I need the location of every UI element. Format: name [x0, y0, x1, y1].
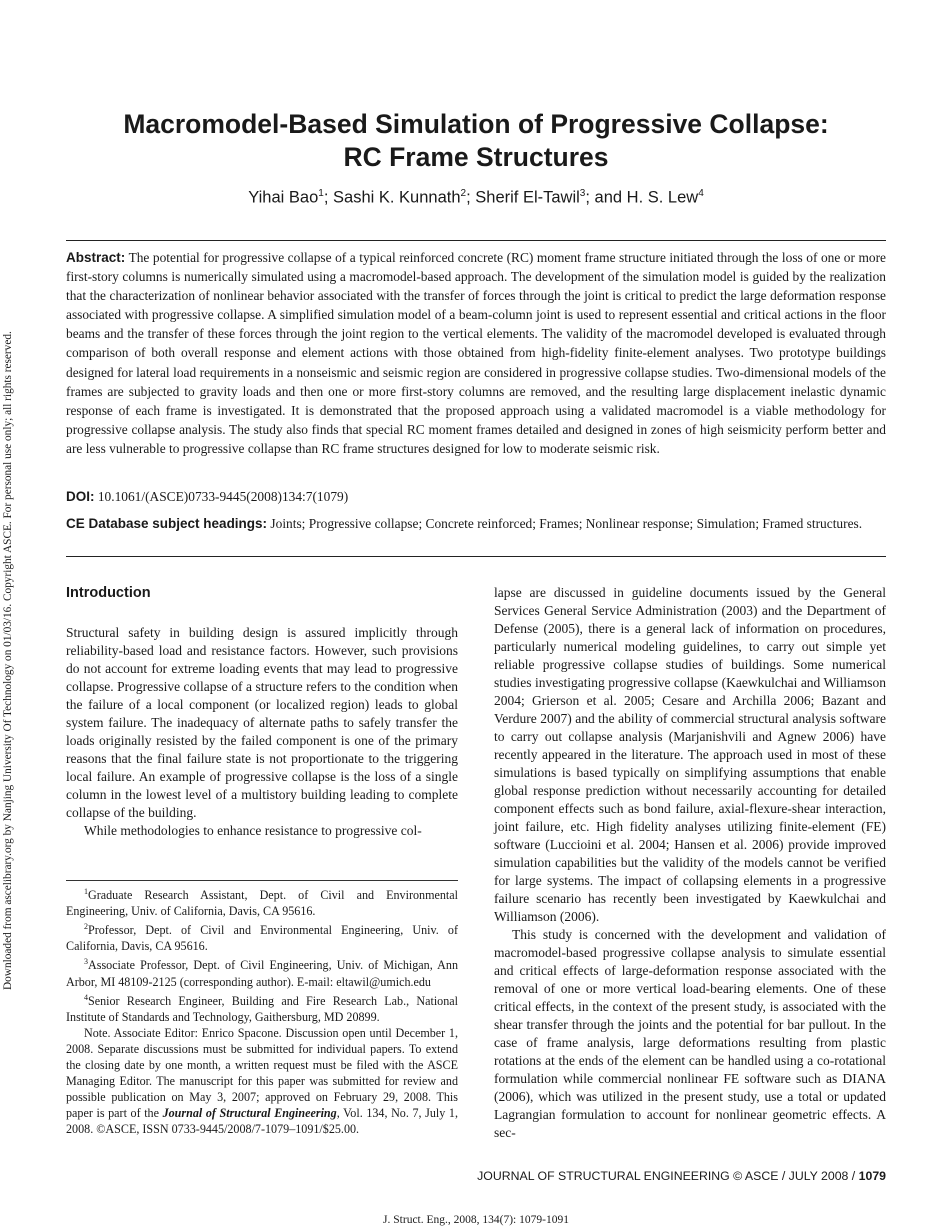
author-name: Sashi K. Kunnath: [333, 188, 461, 207]
footnote: [66, 990, 458, 1025]
footnote: [66, 954, 458, 989]
running-footer: [477, 1169, 886, 1183]
footnote-mark: 3: [84, 957, 88, 967]
author-separator: ;: [323, 188, 334, 207]
paragraph: While methodologies to enhance resistance to progressive col-: [84, 823, 422, 838]
download-notice-text: Downloaded from ascelibrary.org by Nanjing University Of Technology on 01/03/16. Copyright ASCE. For personal use only; all rights reserved.: [2, 331, 14, 990]
abstract-top-rule: [66, 240, 886, 241]
abstract: [66, 248, 886, 458]
paper-title: [66, 108, 886, 174]
paragraph: This study is concerned with the development and validation of macromodel-based progressive collapse analysis to simulate essential and critical effects of large-deformation response associated with the removal of one or more vertical load-bearing elements. One of these critical effects, in the context of the present study, is associated with the shear transfer through the joints and the potential for bar pullout. In the case of frame analysis, large deformations resulting from plastic rotations at the ends of the element can be handled using a co-rotational formulation while commercial nonlinear FE software such as DIANA (2006), which was utilized in the present study, use a total or updated Lagrangian formulation to account for nonlinear geometric effects. A sec-: [494, 927, 886, 1140]
editor-note-text: , Vol. 134, No. 7, July 1, 2008. ©ASCE, ISSN 0733-9445/2008/7-1079–1091/$25.00.: [66, 1106, 458, 1137]
footnote: [66, 919, 458, 954]
citation-line: J. Struct. Eng., 2008, 134(7): 1079-1091: [383, 1214, 569, 1226]
title-line-2: RC Frame Structures: [343, 142, 609, 172]
doi: [66, 487, 886, 506]
footnote-text: Senior Research Engineer, Building and Fire Research Lab., National Institute of Standards and Technology, Gaithersburg, MD 20899.: [66, 993, 458, 1024]
footnotes: [66, 884, 458, 1138]
doi-label: DOI:: [66, 489, 95, 504]
footnote-mark: 4: [84, 992, 88, 1002]
page-number: 1079: [858, 1169, 886, 1183]
footnote-text: Professor, Dept. of Civil and Environmental Engineering, Univ. of California, Davis, CA 95616.: [66, 923, 458, 954]
paragraph: Structural safety in building design is assured implicitly through reliability-based load and resistance factors. However, such provisions do not account for extreme loading events that may lead to progressive collapse. Progressive collapse of a structure refers to the condition when the failure of a local component (or localized region) leads to global system failure. The inadequacy of alternate paths to safely transfer the loads originally resisted by the failed component is one of the primary reasons that the final failure state is not proportionate to the triggering local failure. An example of progressive collapse is the loss of a single column in the lowest level of a multistory building leading to complete collapse of the building.: [66, 625, 458, 820]
footnote-mark: 1: [84, 887, 88, 896]
footnote-rule: [66, 880, 458, 881]
author-affiliation-mark: 4: [698, 188, 704, 199]
author-name: Yihai Bao: [248, 188, 319, 207]
author-affiliation-mark: 3: [579, 188, 586, 199]
introduction-heading: Introduction: [66, 585, 151, 601]
footnote-mark: 2: [84, 922, 88, 932]
subject-headings-label: CE Database subject headings:: [66, 516, 268, 531]
footnote: [66, 884, 458, 919]
subject-headings-value: Joints; Progressive collapse; Concrete reinforced; Frames; Nonlinear response; Simulation; Framed structures.: [270, 516, 863, 531]
abstract-bottom-rule: [66, 556, 886, 557]
author-name: H. S. Lew: [626, 188, 699, 207]
footnote-text: Graduate Research Assistant, Dept. of Civil and Environmental Engineering, Univ. of California, Davis, CA 95616.: [66, 888, 458, 919]
editor-note-text: Note. Associate Editor: Enrico Spacone. Discussion open until December 1, 2008. Separate discussions must be submitted for individual papers. To extend the closing date by one month, a written request must be filed with the ASCE Managing Editor. The manuscript for this paper was submitted for review and possible publication on May 3, 2007; approved on February 29, 2008. This paper is part of the: [66, 1025, 458, 1121]
title-line-1: Macromodel-Based Simulation of Progressive Collapse:: [123, 109, 829, 139]
subject-headings: [66, 514, 886, 533]
abstract-text: The potential for progressive collapse of a typical reinforced concrete (RC) moment frame structure initiated through the loss of one or more first-story columns is numerically simulated using a macromodel-based approach. The development of the simulation model is guided by the realization that the characterization of nonlinear behavior associated with the transfer of forces through the joint is critical to predict the large deformation response associated with progressive collapse. A simplified simulation model of a beam-column joint is used to represent essential and critical actions in the floor beams and the transfer of these forces through the joint region to the vertical elements. The validity of the macromodel developed is evaluated through comparison of both overall response and element actions with those obtained from high-fidelity finite-element analyses. Two prototype buildings designed for lateral load requirements in a nonseismic and seismic region are considered in progressive collapse studies. Two-dimensional models of the frames are subjected to gravity loads and then one or more first-story columns are removed, and the resulting large displacement inelastic dynamic response of each frame is investigated. It is demonstrated that the proposed approach using a validated macromodel is a viable methodology for progressive collapse analysis. The study also finds that special RC moment frames detailed and designed in zones of high seismicity perform better and are less vulnerable to progressive collapse than RC frame structures designed for low to moderate seismic risk.: [66, 250, 886, 456]
right-column-body: [494, 584, 886, 1142]
paragraph: lapse are discussed in guideline documents issued by the General Services General Service Administration (2003) and the Department of Defense (2005), there is a general lack of information on procedures, particularly numerical modeling guidelines, to carry out simple yet reliable progressive collapse studies of buildings. Some numerical studies investigating progressive collapse (Kaewkulchai and Williamson 2004; Grierson et al. 2005; Cesare and Archilla 2006; Bazant and Verdure 2007) and the ability of commercial structural analysis software to carry out collapse analysis (Marjanishvili and Agnew 2006) have recently appeared in the literature. The approach used in most of these simulations is based typically on simplifying assumptions that enable global response prediction without necessarily accounting for detailed component effects such as bond failure, axial-flexure-shear interaction, joint failure, etc. High fidelity analyses utilizing finite-element (FE) software (Luccioini et al. 2004; Hansen et al. 2006) provide improved simulation capabilities but the validity of the models cannot be verified for large systems. The impact of collapsing elements in a progressive failure scenario has recently been investigated by Kaewkulchai and Williamson (2006).: [494, 585, 886, 924]
author-separator: ;: [466, 188, 476, 207]
author-separator: ; and: [585, 188, 627, 207]
abstract-label: Abstract:: [66, 250, 126, 265]
author-name: Sherif El-Tawil: [475, 188, 580, 207]
author-list: [66, 188, 886, 208]
left-column-body: [66, 624, 458, 840]
journal-name: Journal of Structural Engineering: [162, 1106, 337, 1121]
running-footer-text: JOURNAL OF STRUCTURAL ENGINEERING © ASCE / JULY 2008 /: [477, 1169, 859, 1183]
author-affiliation-mark: 1: [318, 188, 324, 199]
editor-note: [66, 1025, 458, 1138]
footnote-text: Associate Professor, Dept. of Civil Engineering, Univ. of Michigan, Ann Arbor, MI 48109-2125 (corresponding author). E-mail: eltawil@umich.edu: [66, 958, 458, 989]
author-affiliation-mark: 2: [460, 188, 467, 199]
doi-value: 10.1061/(ASCE)0733-9445(2008)134:7(1079): [97, 489, 349, 504]
